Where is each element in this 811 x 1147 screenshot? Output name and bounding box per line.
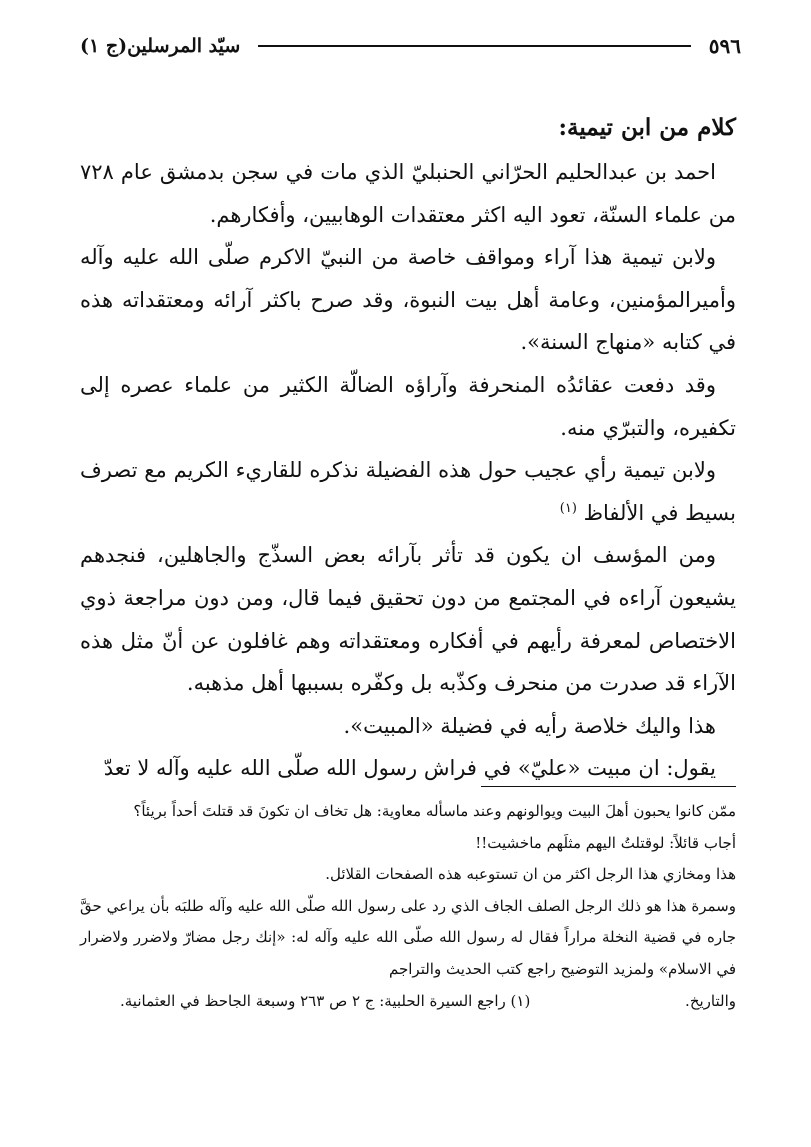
footnote-marker: (١) <box>559 500 577 516</box>
paragraph-text: ولابن تيمية رأي عجيب حول هذه الفضيلة نذكره للقاريء الكريم مع تصرف بسيط في الألفاظ <box>80 458 736 525</box>
paragraph-with-footnote <box>80 449 736 534</box>
note-final-line <box>80 986 736 1018</box>
paragraph: وقد دفعت عقائدُه المنحرفة وآراؤه الضالّة الكثير من علماء عصره إلى تكفيره، والتبرّي منه. <box>80 372 736 440</box>
note-line: ممّن كانوا يحبون أهلَ البيت ويوالونهم وعند ماسأله معاوية: هل تخاف ان تكونَ قد قتلتَ أحداً بريئاً؟ <box>133 802 736 820</box>
note-line: أجاب قائلاً: لوقتلتُ اليهم مثلَهم ماخشيت!! <box>475 833 736 852</box>
main-text <box>80 105 736 781</box>
footnote-separator <box>481 786 736 787</box>
note-line-end: والتاريخ. <box>685 991 736 1010</box>
paragraph: يقول: ان مبيت «عليّ» في فراش رسول الله صلّى الله عليه وآله لا تعدّ <box>103 756 716 781</box>
page-number: ٥٩٦ <box>708 34 741 58</box>
paragraph: ومن المؤسف ان يكون قد تأثر بآرائه بعض السذّج والجاهلين، فنجدهم يشيعون آراءه في المجتمع من دون تحقيق فيما قال، ومن دون مراجعة ذوي الاختصاص لمعرفة رأيهم في أفكاره ومعتقداته وهم غافلون عن أنّ مثل هذه الآراء قد صدرت من منحرف وكذّبه بل وكفّره بسببها أهل مذهبه. <box>80 543 736 696</box>
paragraph: هذا واليك خلاصة رأيه في فضيلة «المبيت». <box>343 713 716 738</box>
header-rule <box>258 45 690 47</box>
footnote-reference: (١) راجع السيرة الحلبية: ج ٢ ص ٢٦٣ وسبعة الجاحظ في العثمانية. <box>120 991 531 1010</box>
paragraph: احمد بن عبدالحليم الحرّاني الحنبليّ الذي مات في سجن بدمشق عام ٧٢٨ من علماء السنّة، تعود اليه اكثر معتقدات الوهابيين، وأفكارهم. <box>80 160 736 227</box>
footnotes <box>80 796 736 1096</box>
section-heading: كلام من ابن تيمية: <box>558 114 736 141</box>
note-line: هذا ومخازي هذا الرجل اكثر من ان تستوعبه هذه الصفحات القلائل. <box>325 865 736 884</box>
note-line: وسمرة هذا هو ذلك الرجل الصلف الجاف الذي رد على رسول الله صلّى الله عليه وآله طلبَه بأن يراعي حقَّ جاره في قضية النخلة مراراً فقال له رسول الله صلّى الله عليه وآله له: «إنك رجل مضارّ ولاضرر ولاضرار في الاسلام» ولمزيد التوضيح راجع كتب الحديث والتراجم <box>80 896 736 978</box>
book-title: سيّد المرسلين(ج ١) <box>80 35 241 57</box>
paragraph: ولابن تيمية هذا آراء ومواقف خاصة من النبيّ الاكرم صلّى الله عليه وآله وأميرالمؤمنين، وعامة أهل بيت النبوة، وقد صرح باكثر آرائه ومعتقداته هذه في كتابه «منهاج السنة». <box>80 245 736 355</box>
running-header <box>80 30 741 62</box>
